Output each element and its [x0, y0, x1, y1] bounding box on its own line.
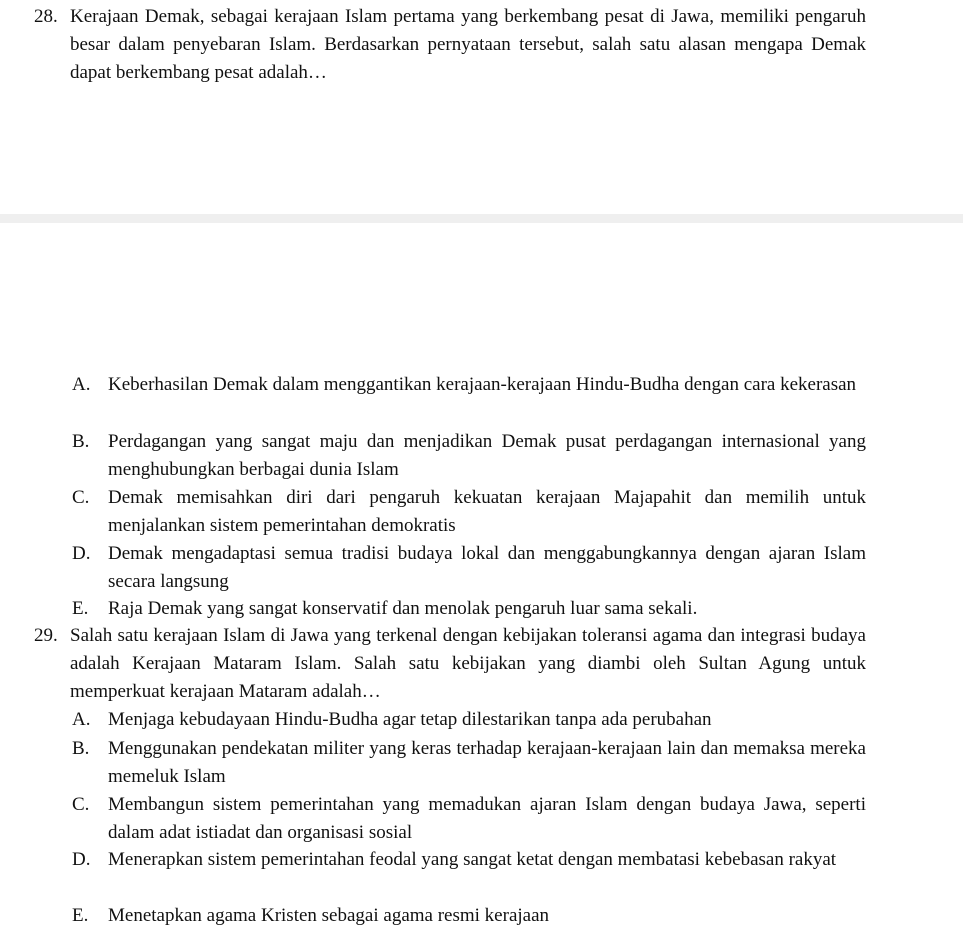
option-letter: C. — [72, 794, 90, 815]
option-text: Demak memisahkan diri dari pengaruh kekuatan kerajaan Majapahit dan memilih untuk menjalankan sistem pemerintahan demokratis — [108, 487, 866, 536]
question-number: 29. — [34, 625, 58, 646]
option-28-a[interactable] — [72, 371, 866, 399]
option-28-c[interactable] — [72, 484, 866, 540]
option-29-b[interactable] — [72, 735, 866, 791]
option-letter: C. — [72, 487, 90, 508]
option-text: Keberhasilan Demak dalam menggantikan kerajaan-kerajaan Hindu-Budha dengan cara kekerasan — [108, 374, 857, 395]
option-text: Menjaga kebudayaan Hindu-Budha agar tetap dilestarikan tanpa ada perubahan — [108, 709, 712, 730]
option-text: Demak mengadaptasi semua tradisi budaya lokal dan menggabungkannya dengan ajaran Islam secara langsung — [108, 543, 866, 592]
option-text: Raja Demak yang sangat konservatif dan menolak pengaruh luar sama sekali. — [108, 598, 698, 619]
question-text: Salah satu kerajaan Islam di Jawa yang terkenal dengan kebijakan toleransi agama dan integrasi budaya adalah Kerajaan Mataram Islam. Salah satu kebijakan yang diambi oleh Sultan Agung untuk memperkuat kerajaan Mataram adalah… — [70, 625, 866, 702]
option-text: Membangun sistem pemerintahan yang memadukan ajaran Islam dengan budaya Jawa, seperti dalam adat istiadat dan organisasi sosial — [108, 794, 866, 843]
option-letter: E. — [72, 598, 89, 619]
page-gap — [0, 214, 963, 223]
option-29-c[interactable] — [72, 791, 866, 847]
question-29 — [34, 622, 866, 706]
option-text: Menggunakan pendekatan militer yang keras terhadap kerajaan-kerajaan lain dan memaksa mereka memeluk Islam — [108, 738, 866, 787]
option-29-e[interactable] — [72, 902, 866, 930]
option-letter: A. — [72, 374, 91, 395]
option-text: Menetapkan agama Kristen sebagai agama resmi kerajaan — [108, 905, 550, 926]
option-letter: E. — [72, 905, 89, 926]
option-28-d[interactable] — [72, 540, 866, 596]
question-text: Kerajaan Demak, sebagai kerajaan Islam pertama yang berkembang pesat di Jawa, memiliki pengaruh besar dalam penyebaran Islam. Berdasarkan pernyataan tersebut, salah satu alasan mengapa Demak dapat berkembang pesat adalah… — [70, 6, 866, 83]
question-number: 28. — [34, 6, 58, 27]
option-letter: B. — [72, 738, 90, 759]
option-letter: D. — [72, 849, 91, 870]
option-letter: A. — [72, 709, 91, 730]
question-28 — [34, 3, 866, 87]
option-text: Perdagangan yang sangat maju dan menjadikan Demak pusat perdagangan internasional yang menghubungkan berbagai dunia Islam — [108, 431, 866, 480]
option-28-e[interactable] — [72, 595, 866, 623]
option-28-b[interactable] — [72, 428, 866, 484]
option-letter: B. — [72, 431, 90, 452]
option-29-d[interactable] — [72, 846, 866, 874]
option-text: Menerapkan sistem pemerintahan feodal yang sangat ketat dengan membatasi kebebasan rakyat — [108, 849, 837, 870]
option-29-a[interactable] — [72, 706, 866, 734]
option-letter: D. — [72, 543, 91, 564]
